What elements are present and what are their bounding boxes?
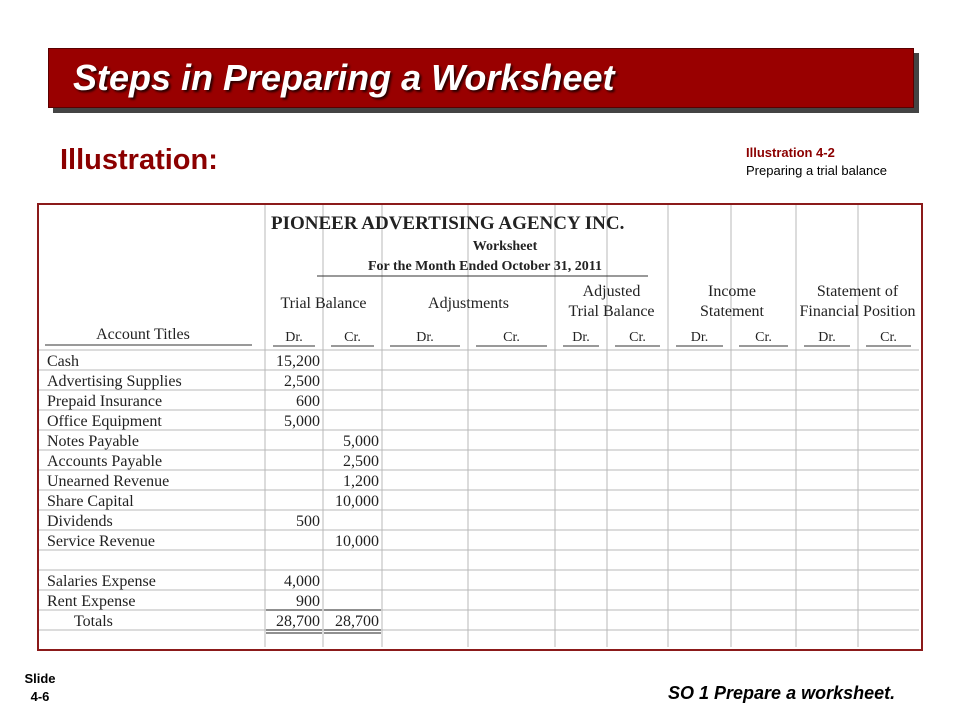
column-group-heading: Income	[708, 283, 756, 300]
account-title: Office Equipment	[47, 413, 162, 430]
account-titles-header: Account Titles	[96, 326, 190, 343]
account-title: Salaries Expense	[47, 573, 156, 590]
slide-title: Steps in Preparing a Worksheet	[73, 57, 615, 98]
cr-header: Cr.	[344, 330, 361, 345]
cr-header: Cr.	[880, 330, 897, 345]
trial-balance-cr-amount: 1,200	[343, 473, 379, 490]
trial-balance-dr-amount: 500	[296, 513, 320, 530]
worksheet-period: For the Month Ended October 31, 2011	[368, 259, 602, 274]
cr-header: Cr.	[503, 330, 520, 345]
trial-balance-cr-amount: 5,000	[343, 433, 379, 450]
column-group-heading: Statement of	[816, 283, 899, 300]
trial-balance-cr-amount: 10,000	[335, 493, 379, 510]
trial-balance-dr-amount: 600	[296, 393, 320, 410]
column-group-heading: Trial Balance	[568, 303, 655, 320]
account-title: Prepaid Insurance	[47, 393, 163, 410]
account-title: Share Capital	[47, 493, 134, 510]
cr-header: Cr.	[629, 330, 646, 345]
account-title: Rent Expense	[47, 593, 136, 610]
trial-balance-dr-amount: 15,200	[276, 353, 320, 370]
title-bar	[48, 48, 914, 108]
trial-balance-dr-amount: 900	[296, 593, 320, 610]
column-group-heading: Adjusted	[582, 283, 641, 300]
trial-balance-dr-amount: 2,500	[284, 373, 320, 390]
illustration-reference	[746, 144, 887, 180]
dr-header: Dr.	[416, 330, 434, 345]
account-title: Dividends	[47, 513, 113, 530]
column-group-heading: Financial Position	[799, 303, 916, 320]
account-title: Accounts Payable	[47, 453, 163, 470]
slide-number-value: 4-6	[30, 689, 50, 704]
column-group-heading: Statement	[700, 303, 764, 320]
column-group-heading: Trial Balance	[280, 295, 367, 312]
dr-header: Dr.	[690, 330, 709, 345]
trial-balance-dr-amount: 28,700	[276, 613, 320, 630]
trial-balance-dr-amount: 5,000	[284, 413, 320, 430]
slide-label: Slide	[24, 671, 56, 686]
trial-balance-cr-amount: 10,000	[335, 533, 379, 550]
worksheet-table	[39, 205, 921, 649]
worksheet-frame	[37, 203, 923, 651]
dr-header: Dr.	[285, 330, 303, 345]
dr-header: Dr.	[818, 330, 836, 345]
account-title: Cash	[47, 353, 79, 370]
trial-balance-cr-amount: 2,500	[343, 453, 379, 470]
column-group-heading: Adjustments	[428, 295, 509, 312]
account-title: Unearned Revenue	[47, 473, 170, 490]
illustration-number: Illustration 4-2	[746, 145, 835, 160]
trial-balance-dr-amount: 4,000	[284, 573, 320, 590]
illustration-caption: Preparing a trial balance	[746, 163, 887, 178]
study-objective: SO 1 Prepare a worksheet.	[668, 683, 896, 703]
slide-number	[20, 670, 60, 706]
dr-header: Dr.	[572, 330, 590, 345]
account-title: Advertising Supplies	[47, 373, 182, 390]
account-title: Service Revenue	[47, 533, 155, 550]
illustration-heading: Illustration:	[60, 144, 218, 176]
account-title: Totals	[74, 613, 113, 630]
cr-header: Cr.	[755, 330, 772, 345]
worksheet-title: Worksheet	[472, 239, 538, 254]
company-name: PIONEER ADVERTISING AGENCY INC.	[271, 213, 625, 234]
account-title: Notes Payable	[47, 433, 139, 450]
trial-balance-cr-amount: 28,700	[335, 613, 379, 630]
